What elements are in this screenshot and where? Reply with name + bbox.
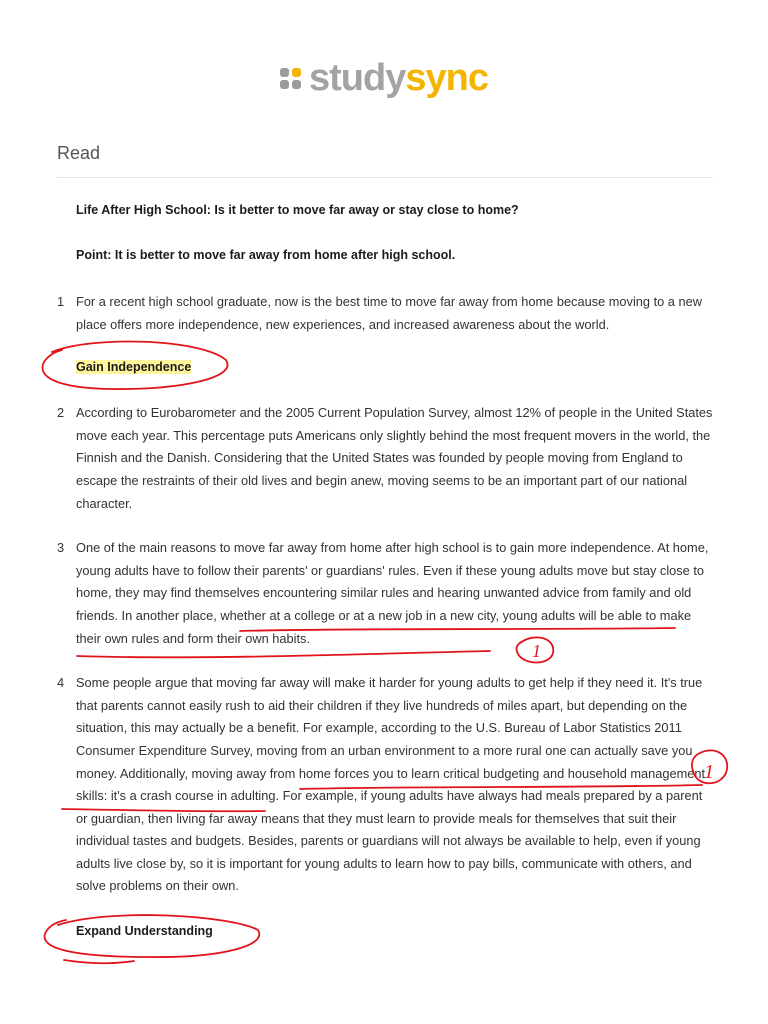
highlighted-text: Gain Independence <box>76 360 192 375</box>
passage-title: Life After High School: Is it better to move far away or stay close to home? <box>76 203 519 217</box>
paragraph-4 <box>57 672 717 898</box>
underline-expand-understanding <box>64 960 134 963</box>
paragraph-1 <box>57 291 717 336</box>
paragraph-number: 3 <box>57 540 65 556</box>
section-title: Read <box>57 143 101 163</box>
passage-point: Point: It is better to move far away from home after high school. <box>76 248 456 262</box>
paragraph-3 <box>57 537 717 650</box>
logo-wordmark: studysync <box>309 57 488 99</box>
paragraph-2 <box>57 402 717 515</box>
paragraph-text: For a recent high school graduate, now is the best time to move far away from home because moving to a new place offers more independence, new experiences, and increased awareness about the world. <box>76 294 702 332</box>
paragraph-text: Some people argue that moving far away will make it harder for young adults to get help if they need it. It's true that parents cannot easily rush to aid their children if they live hundreds of miles apart, but depending on the situation, this may actually be a benefit. For example, according to the U.S. Bureau of Labor Statistics 2011 Consumer Expenditure Survey, moving from an urban environment to a more rural one can actually save you money. Additionally, moving away from home forces you to learn critical budgeting and household management skills: it's a crash course in adulting. For example, if young adults have always had meals prepared by a parent or guardian, then living far away means that they must learn to provide meals for themselves that suit their individual tastes and budgets. Besides, parents or guardians will not always be available to help, even if young adults live close by, so it is important for young adults to learn how to pay bills, communicate with others, and solve problems on their own. <box>76 675 706 894</box>
paragraph-number: 1 <box>57 294 65 309</box>
subheading-expand-understanding: Expand Understanding <box>76 924 213 939</box>
studysync-logo <box>0 58 768 102</box>
divider <box>57 177 713 178</box>
reading-passage <box>57 195 717 940</box>
paragraph-number: 4 <box>57 675 65 691</box>
subheading-gain-independence <box>57 358 717 376</box>
mark-2-text: 1 <box>704 761 714 783</box>
logo-dots-icon <box>280 68 301 89</box>
mark-1-text: 1 <box>532 641 541 661</box>
paragraph-number: 2 <box>57 405 65 421</box>
paragraph-text: One of the main reasons to move far away from home after high school is to gain more independence. At home, young adults have to follow their parents' or guardians' rules. Even if these young adults move but stay close to home, they may find themselves encountering similar rules and hearing unwanted advice from family and old friends. In another place, whether at a college or at a new job in a new city, young adults will be able to make their own rules and form their own habits. <box>76 540 709 646</box>
paragraph-text: According to Eurobarometer and the 2005 Current Population Survey, almost 12% of people in the United States move each year. This percentage puts Americans only slightly behind the most frequent movers in the world, the Finnish and the Danish. Considering that the United States was founded by people moving from England to escape the restraints of their old lives and begin anew, moving seems to be an important part of our national character. <box>76 405 713 511</box>
